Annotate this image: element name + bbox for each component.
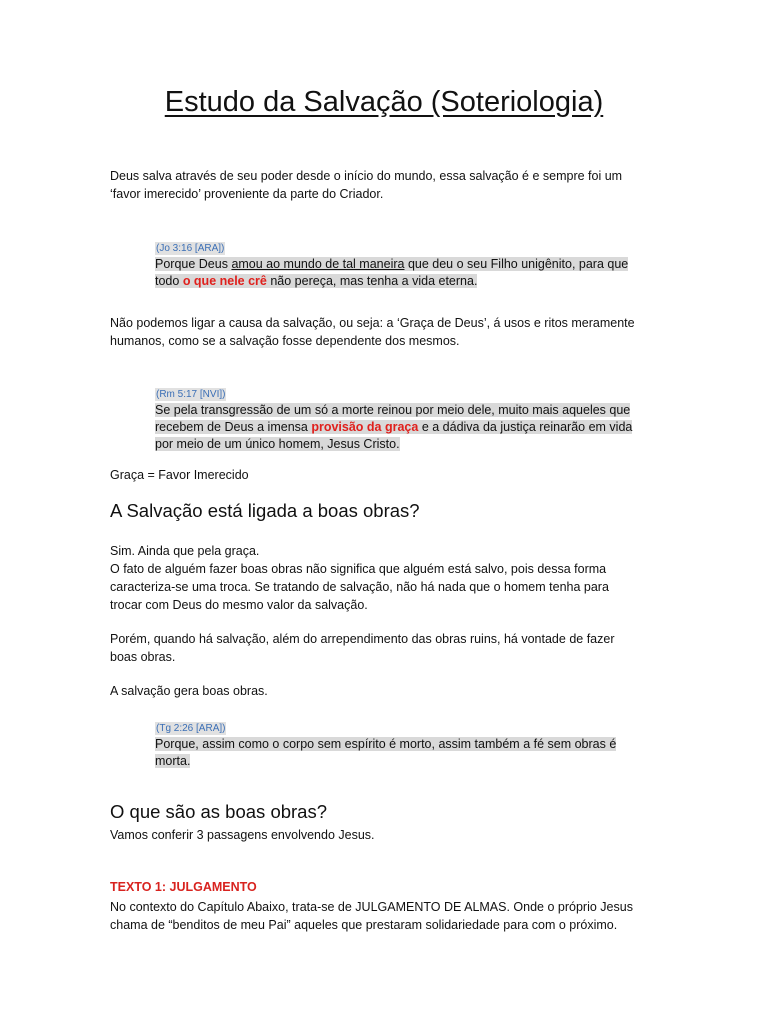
paragraph-line: chama de “benditos de meu Pai” aqueles que prestaram solidariedade para com o próximo.	[110, 918, 618, 932]
emphasis-phrase: o que nele crê	[182, 274, 267, 288]
paragraph-line: trocar com Deus do mesmo valor da salvação.	[110, 598, 368, 612]
underlined-phrase: amou ao mundo de tal maneira	[231, 257, 405, 271]
intro-line: Deus salva através de seu poder desde o início do mundo, essa salvação é e sempre foi um	[110, 169, 623, 183]
scripture-reference: (Rm 5:17 [NVI])	[156, 389, 226, 400]
scripture-quote	[155, 239, 645, 290]
emphasis-phrase: provisão da graça	[311, 420, 419, 434]
page-title: Estudo da Salvação (Soteriologia)	[164, 86, 604, 118]
section-heading: A Salvação está ligada a boas obras?	[110, 500, 420, 521]
section-paragraph	[110, 630, 655, 666]
scripture-reference: (Jo 3:16 [ARA])	[156, 243, 225, 254]
intro-paragraph	[110, 167, 655, 203]
paragraph-line: caracteriza-se uma troca. Se tratando de salvação, não há nada que o homem tenha para	[110, 580, 609, 594]
definition-line: Graça = Favor Imerecido	[110, 468, 249, 482]
paragraph-line: Vamos conferir 3 passagens envolvendo Jesus.	[110, 828, 375, 842]
paragraph-line: A salvação gera boas obras.	[110, 684, 268, 698]
intro-line: ‘favor imerecido’ proveniente da parte do Criador.	[110, 187, 384, 201]
section-paragraph	[110, 898, 655, 934]
paragraph-line: Sim. Ainda que pela graça.	[110, 544, 260, 558]
quote-line: por meio de um único homem, Jesus Cristo.	[155, 437, 400, 451]
quote-line: morta.	[155, 754, 191, 768]
scripture-reference: (Tg 2:26 [ARA])	[156, 723, 226, 734]
paragraph-line: humanos, como se a salvação fosse dependente dos mesmos.	[110, 334, 460, 348]
paragraph-line: O fato de alguém fazer boas obras não significa que alguém está salvo, pois dessa forma	[110, 562, 607, 576]
paragraph-line: Porém, quando há salvação, além do arrependimento das obras ruins, há vontade de fazer	[110, 632, 615, 646]
section-paragraph	[110, 542, 655, 614]
paragraph-line: Não podemos ligar a causa da salvação, ou seja: a ‘Graça de Deus’, á usos e ritos meramente	[110, 316, 635, 330]
scripture-quote	[155, 719, 645, 770]
subsection-heading: TEXTO 1: JULGAMENTO	[110, 880, 257, 894]
paragraph-line: No contexto do Capítulo Abaixo, trata-se de JULGAMENTO DE ALMAS. Onde o próprio Jesus	[110, 900, 633, 914]
paragraph	[110, 314, 655, 350]
quote-line: Porque Deus amou ao mundo de tal maneira que deu o seu Filho unigênito, para que	[155, 257, 629, 271]
quote-line: Porque, assim como o corpo sem espírito é morto, assim também a fé sem obras é	[155, 737, 617, 751]
quote-line: Se pela transgressão de um só a morte reinou por meio dele, muito mais aqueles que	[155, 403, 631, 417]
scripture-quote	[155, 385, 645, 453]
quote-line: recebem de Deus a imensa provisão da graça e a dádiva da justiça reinarão em vida	[155, 420, 633, 434]
paragraph-line: boas obras.	[110, 650, 176, 664]
section-heading: O que são as boas obras?	[110, 801, 328, 822]
quote-line: todo o que nele crê não pereça, mas tenha a vida eterna.	[155, 274, 478, 288]
